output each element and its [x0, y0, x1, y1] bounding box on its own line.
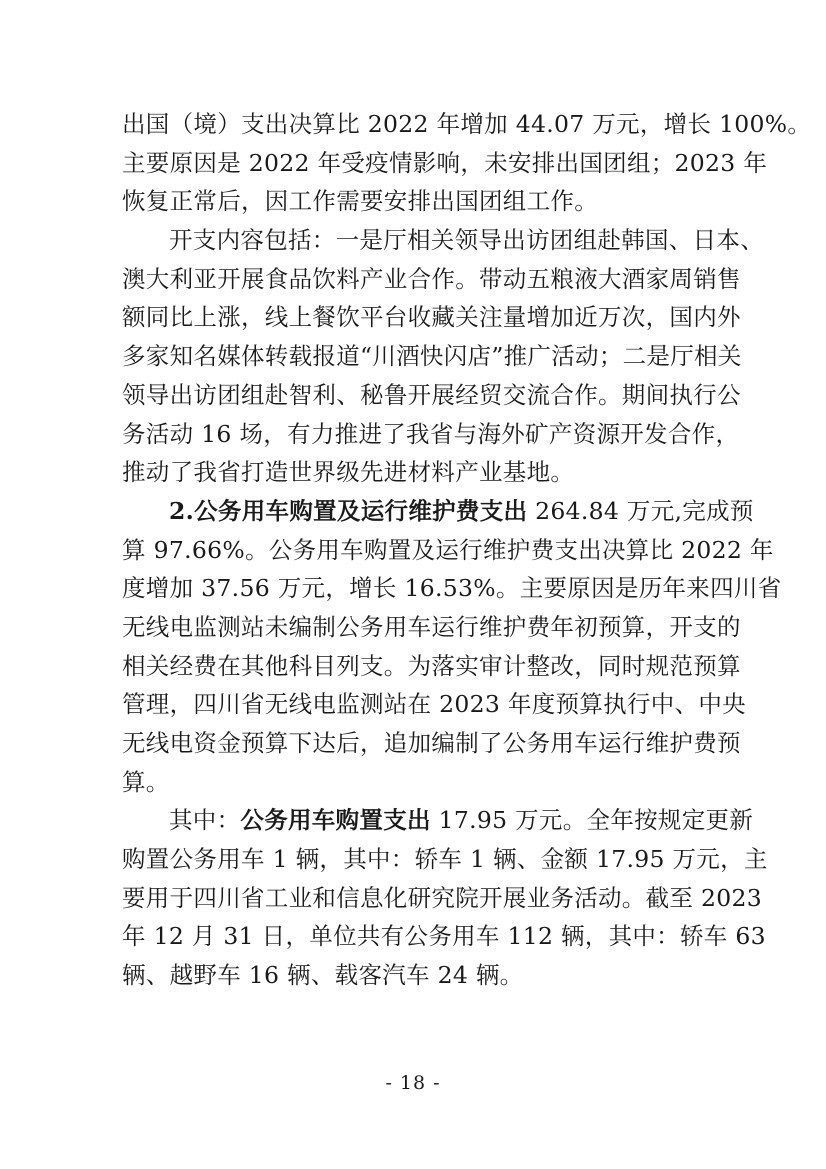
- text-line: 出国（境）支出决算比 2022 年增加 44.07 万元，增长 100%。: [122, 110, 812, 138]
- text-line: 要用于四川省工业和信息化研究院开展业务活动。截至 2023: [122, 883, 762, 912]
- text-line: 算。: [122, 767, 170, 796]
- section-heading: 公务用车购置支出: [240, 806, 431, 835]
- text-line: 算 97.66%。公务用车购置及运行维护费支出决算比 2022 年: [122, 535, 774, 564]
- text-line: [122, 492, 754, 531]
- document-body: [122, 105, 812, 995]
- text-line: 额同比上涨，线上餐饮平台收藏关注量增加近万次，国内外: [122, 303, 741, 332]
- text-line: 无线电监测站未编制公务用车运行维护费年初预算，开支的: [122, 612, 741, 641]
- section-heading: 2.公务用车购置及运行维护费支出: [169, 496, 528, 525]
- text-line: 务活动 16 场，有力推进了我省与海外矿产资源开发合作，: [122, 419, 740, 448]
- text-span: 264.84 万元,完成预: [527, 496, 754, 525]
- text-line: 开支内容包括：一是厅相关领导出访团组赴韩国、日本、: [169, 226, 764, 255]
- page-number: - 18 -: [385, 1072, 441, 1094]
- paragraph-outbound-travel: [122, 105, 812, 221]
- paragraph-vehicle-purchase: [122, 801, 768, 994]
- text-line: 度增加 37.56 万元，增长 16.53%。主要原因是历年来四川省: [122, 574, 782, 603]
- text-span: 17.95 万元。全年按规定更新: [430, 806, 754, 835]
- text-line: 澳大利亚开展食品饮料产业合作。带动五粮液大酒家周销售: [122, 264, 741, 293]
- text-line: 推动了我省打造世界级先进材料产业基地。: [122, 458, 575, 487]
- paragraph-expense-content: [122, 221, 764, 492]
- text-line: 辆、越野车 16 辆、载客汽车 24 辆。: [122, 961, 524, 990]
- text-line: 管理，四川省无线电监测站在 2023 年度预算执行中、中央: [122, 690, 746, 719]
- text-span: 其中：: [169, 806, 241, 835]
- text-line: 主要原因是 2022 年受疫情影响，未安排出国团组；2023 年: [122, 148, 768, 177]
- paragraph-vehicle-expenses: [122, 492, 782, 802]
- text-line: 年 12 月 31 日，单位共有公务用车 112 辆，其中：轿车 63: [122, 922, 766, 951]
- text-line: [122, 801, 754, 840]
- text-line: 恢复正常后，因工作需要安排出国团组工作。: [122, 187, 598, 216]
- text-line: 相关经费在其他科目列支。为落实审计整改，同时规范预算: [122, 651, 741, 680]
- text-line: 多家知名媒体转载报道“川酒快闪店”推广活动；二是厅相关: [122, 342, 742, 371]
- text-line: 无线电资金预算下达后，追加编制了公务用车运行维护费预: [122, 729, 741, 757]
- text-line: 领导出访团组赴智利、秘鲁开展经贸交流合作。期间执行公: [122, 380, 741, 409]
- text-line: 购置公务用车 1 辆，其中：轿车 1 辆、金额 17.95 万元，主: [122, 845, 768, 874]
